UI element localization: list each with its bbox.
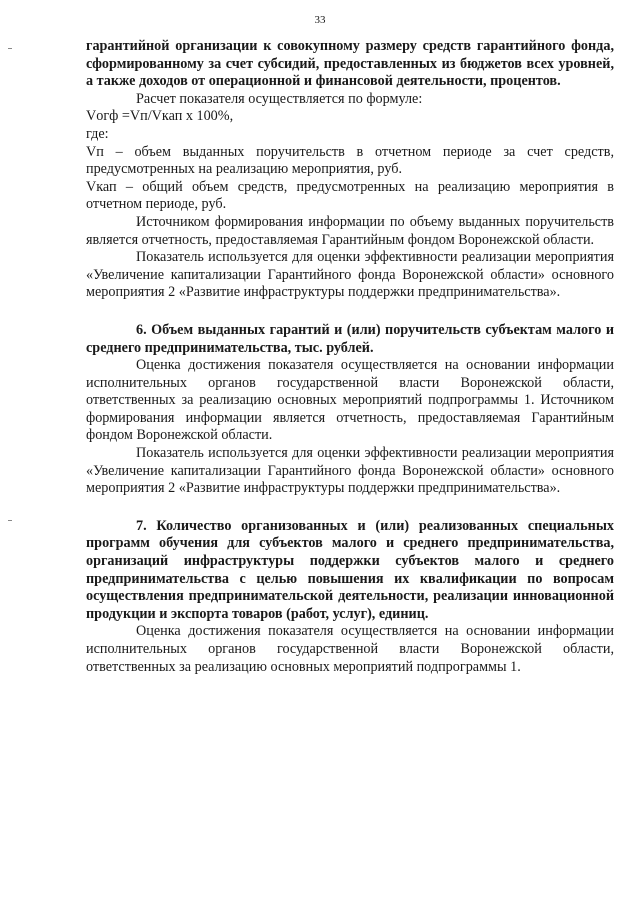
section-heading-7: 7. Количество организованных и (или) реализованных специальных программ обучения для субъектов малого и среднего предпринимательства, организаций инфраструктуры поддержки субъектов малого и среднего предпринимательства с целью повышения их квалификации по вопросам осуществления предпринимательской деятельности, реализации инновационной продукции и экспорта товаров (работ, услуг), единиц. xyxy=(86,517,614,622)
scan-mark xyxy=(8,48,12,49)
scan-mark xyxy=(8,520,12,521)
assessment-paragraph: Оценка достижения показателя осуществляется на основании информации исполнительных органов государственной власти Воронежской области, ответственных за реализацию основных мероприятий подпрограммы 1. Источником формирования информации является отчетность, предоставляемая Гарантийным фондом Воронежской области. xyxy=(86,357,614,444)
formula: Vогф =Vп/Vкап x 100%, xyxy=(86,108,234,125)
indicator-usage: Показатель используется для оценки эффективности реализации мероприятия «Увеличение капитализации Гарантийного фонда Воронежской области» основного мероприятия 2 «Развитие инфраструктуры поддержки предпринимательства». xyxy=(86,249,614,301)
formula-intro: Расчет показателя осуществляется по формуле: xyxy=(136,90,423,107)
definition-vkap: Vкап – общий объем средств, предусмотренных на реализацию мероприятия в отчетном периоде, руб. xyxy=(86,178,614,213)
page-number: 33 xyxy=(314,14,326,26)
info-source: Источником формирования информации по объему выданных поручительств является отчетность, предоставляемая Гарантийным фондом Воронежской области. xyxy=(86,213,614,248)
definition-vp: Vп – объем выданных поручительств в отчетном периоде за счет средств, предусмотренных на реализацию мероприятия, руб. xyxy=(86,143,614,178)
document-body xyxy=(86,38,614,676)
assessment-paragraph: Оценка достижения показателя осуществляется на основании информации исполнительных органов государственной власти Воронежской области, ответственных за реализацию основных мероприятий подпрограммы 1. xyxy=(86,623,614,675)
where-label: где: xyxy=(86,125,109,142)
section-heading-6: 6. Объем выданных гарантий и (или) поручительств субъектам малого и среднего предпринимательства, тыс. рублей. xyxy=(86,321,614,356)
paragraph-continuation: гарантийной организации к совокупному размеру средств гарантийного фонда, сформированному за счет субсидий, предоставленных из бюджетов всех уровней, а также доходов от операционной и финансовой деятельности, процентов. xyxy=(86,38,614,90)
indicator-usage: Показатель используется для оценки эффективности реализации мероприятия «Увеличение капитализации Гарантийного фонда Воронежской области» основного мероприятия 2 «Развитие инфраструктуры поддержки предпринимательства». xyxy=(86,445,614,497)
